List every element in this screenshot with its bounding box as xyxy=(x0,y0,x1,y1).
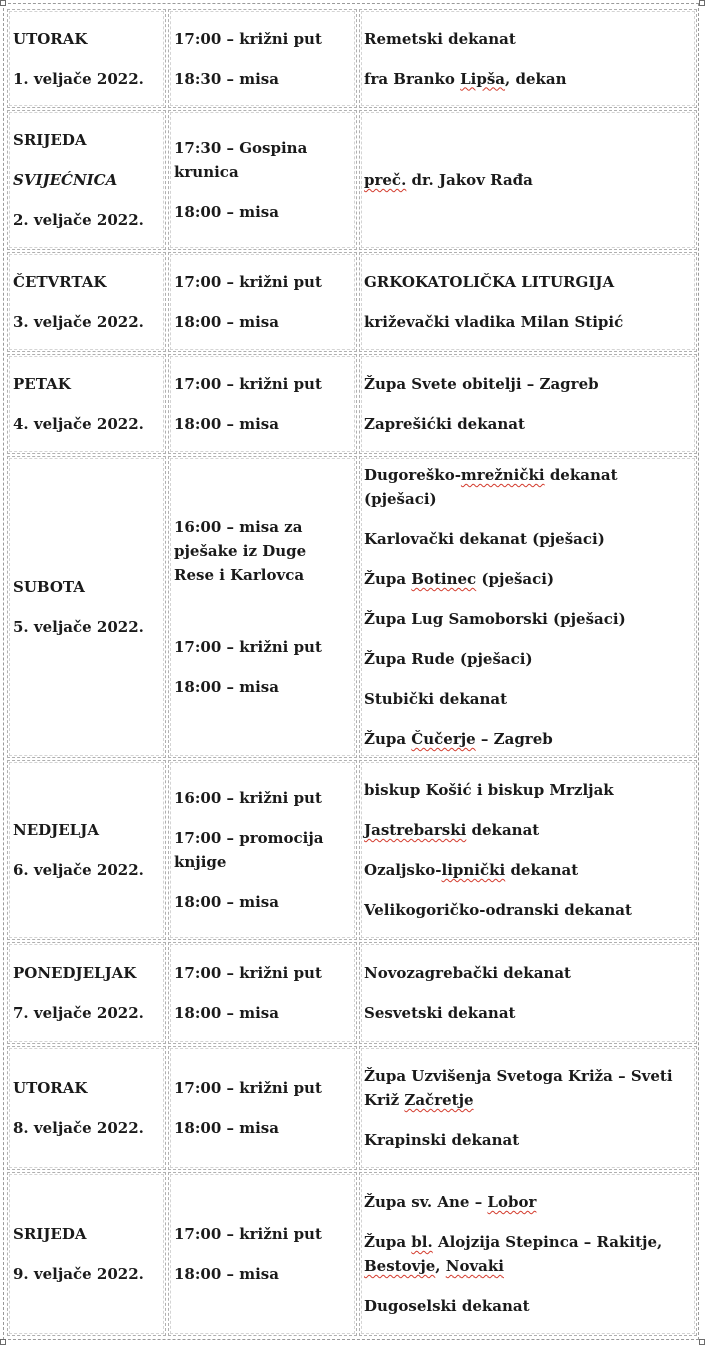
day-name: NEDJELJA xyxy=(13,821,99,839)
participants-cell[interactable] xyxy=(359,760,697,940)
resize-handle-top-left[interactable] xyxy=(0,0,6,6)
time-cell[interactable] xyxy=(168,252,357,352)
table-row xyxy=(7,9,697,108)
day-cell[interactable] xyxy=(7,760,166,940)
participants-cell[interactable] xyxy=(359,456,697,758)
day-cell[interactable] xyxy=(7,1172,166,1336)
participants-cell[interactable] xyxy=(359,110,697,250)
time-entry: 18:00 – misa xyxy=(174,893,279,911)
day-name: UTORAK xyxy=(13,29,88,48)
day-cell[interactable] xyxy=(7,110,166,250)
day-cell[interactable] xyxy=(7,252,166,352)
table-row xyxy=(7,354,697,454)
time-entry: 17:00 – križni put xyxy=(174,1079,322,1097)
participant-entry: Dugoreško-mrežnički dekanat (pješaci) xyxy=(364,466,618,508)
table-row xyxy=(7,456,697,758)
day-cell[interactable] xyxy=(7,456,166,758)
time-entry: 18:00 – misa xyxy=(174,203,279,221)
participant-entry: Župa Lug Samoborski (pješaci) xyxy=(364,610,626,628)
time-cell[interactable] xyxy=(168,1046,357,1170)
time-entry: 18:00 – misa xyxy=(174,1265,279,1283)
participant-entry: Ozaljsko-lipnički dekanat xyxy=(364,861,579,879)
time-entry: 18:00 – misa xyxy=(174,415,279,433)
participant-entry: Jastrebarski dekanat xyxy=(364,821,540,839)
participant-entry: preč. dr. Jakov Rađa xyxy=(364,171,533,189)
participants-cell[interactable] xyxy=(359,942,697,1044)
day-name: SRIJEDA xyxy=(13,1225,87,1243)
date-text: 7. veljače 2022. xyxy=(13,1004,144,1022)
participant-entry: križevački vladika Milan Stipić xyxy=(364,313,624,331)
time-cell[interactable] xyxy=(168,760,357,940)
table-row xyxy=(7,1046,697,1170)
day-name: PONEDJELJAK xyxy=(13,964,137,982)
participants-cell[interactable] xyxy=(359,9,697,108)
participant-entry: Novozagrebački dekanat xyxy=(364,964,571,982)
participant-entry: Župa sv. Ane – Lobor xyxy=(364,1193,537,1211)
participant-entry: Župa Rude (pješaci) xyxy=(364,650,533,668)
participant-entry: Sesvetski dekanat xyxy=(364,1004,516,1022)
participant-entry: Zaprešićki dekanat xyxy=(364,415,525,433)
time-entry: 18:00 – misa xyxy=(174,313,279,331)
empty-paragraph xyxy=(174,595,351,627)
time-entry: 17:00 – križni put xyxy=(174,273,322,291)
day-name: SUBOTA xyxy=(13,578,85,596)
time-entry: 17:00 – križni put xyxy=(174,638,322,656)
feast-name: SVIJEĆNICA xyxy=(13,171,118,189)
day-name: PETAK xyxy=(13,375,71,393)
time-entry: 17:00 – križni put xyxy=(174,1225,322,1243)
participant-entry: Župa Uzvišenja Svetoga Križa – Sveti Križ Začretje xyxy=(364,1067,673,1109)
participants-cell[interactable] xyxy=(359,1172,697,1336)
table-row xyxy=(7,252,697,352)
day-cell[interactable] xyxy=(7,9,166,108)
table-row xyxy=(7,942,697,1044)
date-text: 3. veljače 2022. xyxy=(13,313,144,331)
time-entry: 16:00 – križni put xyxy=(174,789,322,807)
time-entry: 18:00 – misa xyxy=(174,1004,279,1022)
participants-cell[interactable] xyxy=(359,354,697,454)
time-cell[interactable] xyxy=(168,456,357,758)
participant-entry: Remetski dekanat xyxy=(364,29,516,48)
time-entry: 18:00 – misa xyxy=(174,1119,279,1137)
participants-cell[interactable] xyxy=(359,252,697,352)
participant-entry: biskup Košić i biskup Mrzljak xyxy=(364,781,614,799)
date-text: 4. veljače 2022. xyxy=(13,415,144,433)
time-entry: 17:00 – križni put xyxy=(174,964,322,982)
time-entry: 17:00 – promocija knjige xyxy=(174,829,324,871)
table-row xyxy=(7,760,697,940)
participant-entry: Stubički dekanat xyxy=(364,690,507,708)
time-cell[interactable] xyxy=(168,354,357,454)
participant-entry: Dugoselski dekanat xyxy=(364,1297,530,1315)
time-entry: 18:30 – misa xyxy=(174,69,279,88)
day-name: SRIJEDA xyxy=(13,131,87,149)
participant-entry: Župa bl. Alojzija Stepinca – Rakitje, Bestovje, Novaki xyxy=(364,1233,663,1275)
resize-handle-top-right[interactable] xyxy=(699,0,705,6)
day-cell[interactable] xyxy=(7,942,166,1044)
day-name: UTORAK xyxy=(13,1079,88,1097)
participant-entry: Župa Botinec (pješaci) xyxy=(364,570,555,588)
time-entry: 18:00 – misa xyxy=(174,678,279,696)
table-row xyxy=(7,110,697,250)
time-cell[interactable] xyxy=(168,942,357,1044)
participants-cell[interactable] xyxy=(359,1046,697,1170)
time-entry: 17:30 – Gospina krunica xyxy=(174,139,308,181)
table-row xyxy=(7,1172,697,1336)
day-cell[interactable] xyxy=(7,354,166,454)
day-name: ČETVRTAK xyxy=(13,273,107,291)
resize-handle-bottom-left[interactable] xyxy=(0,1339,6,1345)
resize-handle-bottom-right[interactable] xyxy=(699,1339,705,1345)
participant-entry: Župa Čučerje – Zagreb xyxy=(364,730,553,748)
time-cell[interactable] xyxy=(168,9,357,108)
participant-entry: Velikogoričko-odranski dekanat xyxy=(364,901,632,919)
participant-entry: Župa Svete obitelji – Zagreb xyxy=(364,375,599,393)
participant-entry: fra Branko Lipša, dekan xyxy=(364,69,567,88)
time-cell[interactable] xyxy=(168,1172,357,1336)
time-entry: 16:00 – misa za pješake iz Duge Rese i Karlovca xyxy=(174,518,307,584)
date-text: 8. veljače 2022. xyxy=(13,1119,144,1137)
participant-entry: Krapinski dekanat xyxy=(364,1131,520,1149)
day-cell[interactable] xyxy=(7,1046,166,1170)
date-text: 1. veljače 2022. xyxy=(13,69,144,88)
date-text: 6. veljače 2022. xyxy=(13,861,144,879)
date-text: 5. veljače 2022. xyxy=(13,618,144,636)
time-entry: 17:00 – križni put xyxy=(174,29,322,48)
date-text: 2. veljače 2022. xyxy=(13,211,144,229)
time-cell[interactable] xyxy=(168,110,357,250)
participant-entry: GRKOKATOLIČKA LITURGIJA xyxy=(364,273,615,291)
participant-entry: Karlovački dekanat (pješaci) xyxy=(364,530,605,548)
date-text: 9. veljače 2022. xyxy=(13,1265,144,1283)
time-entry: 17:00 – križni put xyxy=(174,375,322,393)
